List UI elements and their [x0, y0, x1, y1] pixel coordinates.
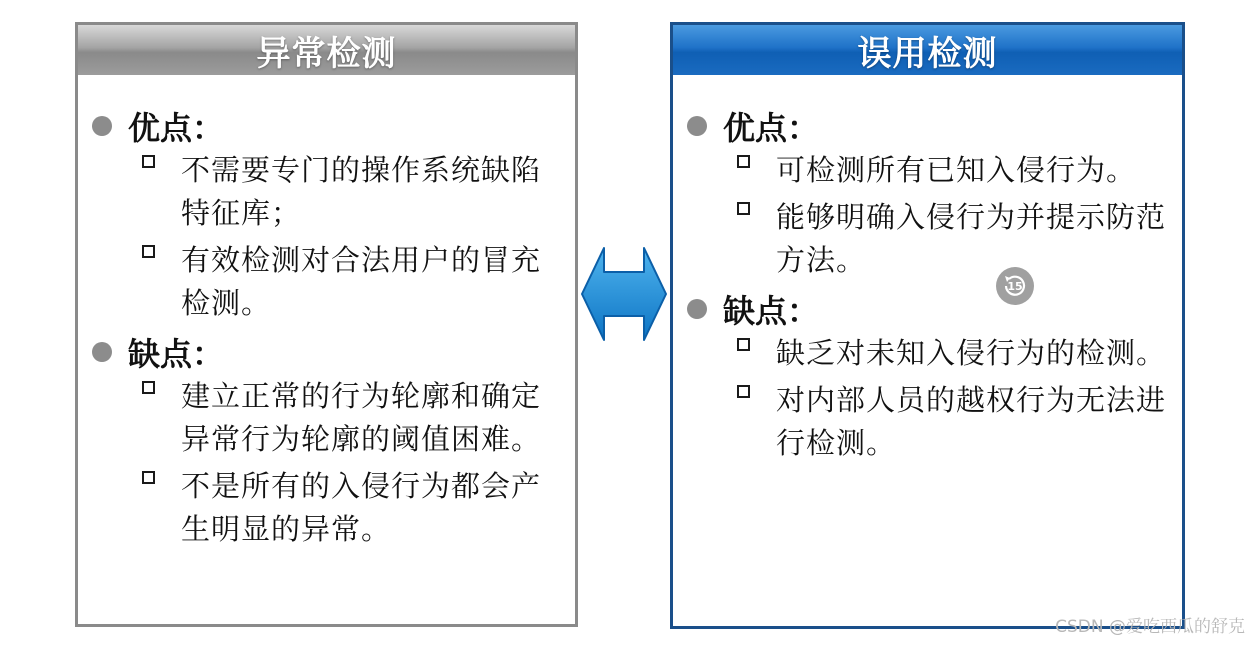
section-head — [92, 329, 565, 375]
list-item — [142, 465, 565, 551]
item-text: 对内部人员的越权行为无法进行检测。 — [776, 383, 1167, 460]
square-bullet-icon — [737, 202, 750, 215]
panel-body — [673, 103, 1182, 469]
list-item — [737, 196, 1172, 282]
square-bullet-icon — [737, 385, 750, 398]
pros-title: 优点： — [128, 109, 225, 147]
section-head — [92, 103, 565, 149]
pros-title: 优点： — [723, 109, 820, 147]
pros-section — [687, 103, 1172, 282]
panel-title-misuse: 误用检测 — [673, 25, 1182, 75]
section-head — [687, 286, 1172, 332]
anomaly-detection-panel — [75, 22, 578, 627]
item-text: 能够明确入侵行为并提示防范方法。 — [776, 200, 1167, 277]
list-item — [142, 149, 565, 235]
bullet-dot-icon — [92, 342, 112, 362]
misuse-detection-panel — [670, 22, 1185, 629]
pros-list — [92, 149, 565, 325]
list-item — [737, 379, 1172, 465]
square-bullet-icon — [142, 155, 155, 168]
list-item — [142, 375, 565, 461]
section-head — [687, 103, 1172, 149]
bullet-dot-icon — [92, 116, 112, 136]
item-text: 建立正常的行为轮廓和确定异常行为轮廓的阈值困难。 — [181, 379, 542, 456]
replay-15-icon[interactable] — [995, 266, 1035, 306]
replay-seconds-label: 15 — [1007, 280, 1023, 293]
item-text: 不是所有的入侵行为都会产生明显的异常。 — [181, 469, 542, 546]
item-text: 有效检测对合法用户的冒充检测。 — [181, 243, 542, 320]
panel-body — [78, 103, 575, 555]
pros-list — [687, 149, 1172, 282]
square-bullet-icon — [737, 338, 750, 351]
cons-title: 缺点： — [128, 335, 225, 373]
item-text: 缺乏对未知入侵行为的检测。 — [776, 336, 1167, 370]
item-text: 不需要专门的操作系统缺陷特征库； — [181, 153, 542, 230]
list-item — [142, 239, 565, 325]
cons-list — [92, 375, 565, 551]
bullet-dot-icon — [687, 299, 707, 319]
csdn-watermark: CSDN @爱吃西瓜的舒克 — [1055, 617, 1245, 637]
bullet-dot-icon — [687, 116, 707, 136]
square-bullet-icon — [142, 245, 155, 258]
panel-title-anomaly: 异常检测 — [78, 25, 575, 75]
cons-section — [687, 286, 1172, 465]
square-bullet-icon — [142, 471, 155, 484]
list-item — [737, 332, 1172, 375]
square-bullet-icon — [142, 381, 155, 394]
cons-section — [92, 329, 565, 551]
cons-list — [687, 332, 1172, 465]
double-arrow-icon — [578, 244, 670, 344]
square-bullet-icon — [737, 155, 750, 168]
pros-section — [92, 103, 565, 325]
cons-title: 缺点： — [723, 292, 820, 330]
list-item — [737, 149, 1172, 192]
item-text: 可检测所有已知入侵行为。 — [776, 153, 1137, 187]
